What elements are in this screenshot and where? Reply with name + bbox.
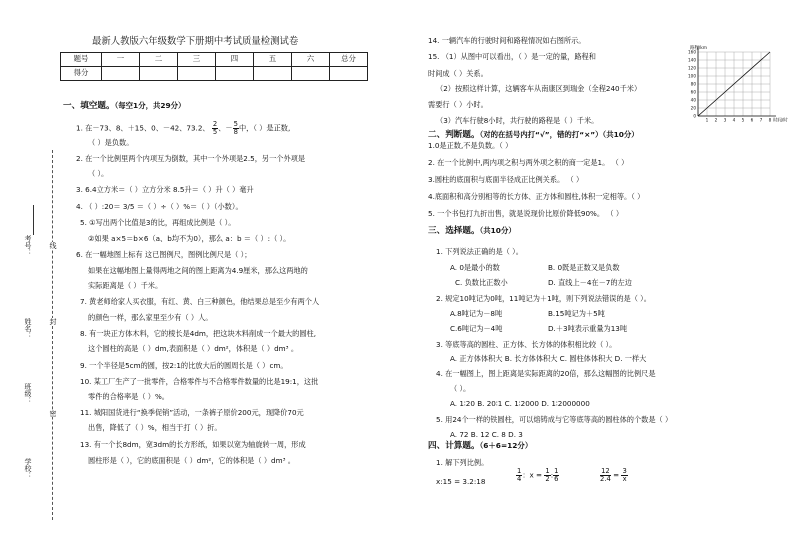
chart-x-tick-label: 2 bbox=[714, 117, 718, 123]
section-4-subtitle: （6＋6=12分） bbox=[479, 441, 533, 450]
choice-1-option-b[interactable]: B. 0既是正数又是负数 bbox=[548, 263, 620, 272]
fraction-denominator: 6 bbox=[554, 474, 559, 483]
question-15-line-3: （2）按照这样计算，这辆客车从南康区到瑞金（全程240千米） bbox=[436, 84, 642, 93]
choice-1-option-a[interactable]: A. 0是最小的数 bbox=[450, 263, 500, 272]
question-13-line-2: 圆柱形是（ ），它的底面积是（ ）dm²，它的体积是（ ）dm³ 。 bbox=[88, 456, 295, 465]
xuexiao-label: 学校： bbox=[24, 458, 33, 479]
choice-5-options[interactable]: A. 72 B. 12 C. 8 D. 3 bbox=[450, 430, 523, 439]
judge-1: 1.0是正数,不是负数。（ ） bbox=[428, 141, 513, 150]
score-cell: 一 bbox=[102, 53, 140, 67]
score-input-cell[interactable] bbox=[292, 67, 330, 81]
fraction-numerator: 1 bbox=[545, 467, 550, 475]
question-15-line-5: （3）汽车行驶8小时，共行驶的路程是（ ）千米。 bbox=[436, 116, 599, 125]
chart-x-tick-label: 5 bbox=[741, 117, 745, 123]
question-6-line-3: 实际距离是（ ）千米。 bbox=[88, 281, 163, 290]
kaohao-label: 考号： bbox=[24, 235, 33, 256]
banji-label: 班级： bbox=[24, 383, 33, 404]
question-6-line-1: 6. 在一幅地图上标有 这已图例尺，图例比例尺是（ ）； bbox=[76, 250, 252, 259]
section-1-heading bbox=[63, 102, 185, 112]
chart-x-tick-label: 8 bbox=[768, 117, 772, 123]
question-13-line-1: 13. 有一个长8dm，宽3dm的长方形纸，如果以宽为轴旋转一周，形成 bbox=[80, 440, 306, 449]
equation-text: = bbox=[613, 470, 620, 480]
question-1-line-2: （ ）是负数。 bbox=[88, 138, 134, 147]
equation-3 bbox=[600, 468, 628, 483]
question-11-line-2: 出售，降低了（ ）%，相当于打（ ）折。 bbox=[88, 423, 222, 432]
score-input-cell[interactable] bbox=[102, 67, 140, 81]
fraction bbox=[544, 468, 550, 483]
chart-y-tick-label: 40 bbox=[690, 97, 696, 103]
choice-2-option-b[interactable]: B.15吨记为＋5吨 bbox=[548, 309, 605, 318]
question-8-line-1: 8. 有一块正方体木料，它的棱长是4dm，把这块木料削成一个最大的圆柱, bbox=[80, 329, 317, 338]
fraction bbox=[621, 468, 627, 483]
chart-x-tick-label: 7 bbox=[759, 117, 763, 123]
choice-5: 5. 用24个一样的铁圆柱，可以熔铸成与它等底等高的圆柱体的个数是（ ） bbox=[436, 415, 673, 424]
question-7-line-1: 7. 黄老师给家人买衣服，有红、黄、白三种颜色，他结果总是至少有两个人 bbox=[80, 297, 320, 306]
choice-2-option-c[interactable]: C.6吨记为－4吨 bbox=[450, 324, 503, 333]
section-2-subtitle: （对的在括号内打“√”，错的打“×”）（共10分） bbox=[479, 130, 639, 139]
score-input-cell[interactable] bbox=[216, 67, 254, 81]
section-3-subtitle: （共10分） bbox=[479, 226, 516, 235]
score-input-cell[interactable] bbox=[254, 67, 292, 81]
score-cell: 题号 bbox=[61, 53, 102, 67]
judge-3: 3.圆柱的底面积与底面半径成正比例关系。 （ ） bbox=[428, 175, 584, 184]
section-3-heading bbox=[428, 227, 516, 237]
binding-line bbox=[52, 150, 53, 520]
choice-2-option-d[interactable]: D.＋3吨表示重量为13吨 bbox=[548, 324, 628, 333]
chart-x-tick-label: 1 bbox=[705, 117, 709, 123]
seal-feng: 封 bbox=[49, 318, 58, 325]
chart-x-axis-label: 时间/时 bbox=[773, 118, 788, 124]
chart-y-axis-label: 路程/km bbox=[690, 46, 708, 51]
section-4-title: 四、计算题。 bbox=[428, 441, 480, 451]
score-input-cell[interactable] bbox=[330, 67, 368, 81]
choice-4-options[interactable]: A. 1∶20 B. 20∶1 C. 1∶2000 D. 1∶2000000 bbox=[450, 399, 590, 408]
chart-x-tick-label: 6 bbox=[750, 117, 754, 123]
question-15-line-2: 时间成（ ）关系。 bbox=[428, 69, 488, 78]
score-input-cell[interactable] bbox=[140, 67, 178, 81]
question-6-line-2: 如果在这幅地图上量得两地之间的图上距离为4.9厘米，那么这两地的 bbox=[88, 266, 308, 275]
fraction bbox=[600, 468, 611, 483]
score-input-cell[interactable] bbox=[178, 67, 216, 81]
fraction-numerator: 5 bbox=[233, 120, 238, 128]
chart-x-tick-label: 4 bbox=[732, 117, 736, 123]
choice-4-line-2: （ ）。 bbox=[450, 384, 471, 393]
calc-instruction: 1. 解下列比例。 bbox=[436, 458, 489, 467]
score-table-score-row bbox=[61, 67, 368, 81]
fraction bbox=[553, 468, 559, 483]
equation-text: ：x = bbox=[522, 470, 543, 480]
fraction-numerator: 3 bbox=[622, 467, 627, 475]
equation-1: x:15 = 3.2:18 bbox=[436, 477, 486, 486]
equation-2: $\frac{1}{4}$ ：x = $\frac{1}{2}$ : $\frac{1}{6}$ bbox=[517, 467, 559, 483]
xingming-label: 姓名： bbox=[24, 318, 33, 339]
judge-2: 2. 在一个比例中,两内项之积与两外项之积的商一定是1。 （ ） bbox=[428, 158, 629, 167]
score-cell: 总分 bbox=[330, 53, 368, 67]
section-1-title: 一、填空题。 bbox=[63, 101, 115, 111]
fraction-numerator: 2 bbox=[212, 120, 218, 128]
question-5-line-2: ②如果 a×5＝b×6（a、b均不为0），那么 a：b ＝（ ）:（ ）。 bbox=[88, 234, 291, 243]
q1-text: 1. 在－73、8、＋15、0、－42、73.2、 bbox=[76, 123, 210, 133]
question-9: 9. 一个半径是5cm的圆，按2:1的比放大后的圆周长是（ ）cm。 bbox=[80, 361, 288, 370]
choice-4-line-1: 4. 在一幅图上，图上距离是实际距离的20倍，那么这幅图的比例尺是 bbox=[436, 369, 656, 378]
seal-xian: 线 bbox=[49, 242, 58, 249]
score-cell: 三 bbox=[178, 53, 216, 67]
judge-4: 4.底面积和高分别相等的长方体、正方体和圆柱,体积一定相等。（ ） bbox=[428, 192, 645, 201]
question-14: 14. 一辆汽车的行驶时间和路程情况如右图所示。 bbox=[428, 36, 586, 45]
chart-y-tick-label: 160 bbox=[688, 49, 696, 55]
choice-3: 3. 等底等高的圆柱、正方体、长方体的体积相比较（ ）。 bbox=[436, 340, 617, 349]
distance-time-chart bbox=[680, 44, 790, 124]
section-2-title: 二、判断题。 bbox=[428, 130, 480, 140]
score-cell: 六 bbox=[292, 53, 330, 67]
question-1-line-1 bbox=[76, 121, 290, 136]
question-10-line-1: 10. 某工厂生产了一批零件，合格零件与不合格零件数量的比是19:1，这批 bbox=[80, 377, 319, 386]
question-7-line-2: 的颜色一样，那么家里至少有（ ）人。 bbox=[88, 313, 213, 322]
question-5-line-1: 5. ①写出两个比值是3的比，再组成比例是（ ）。 bbox=[80, 218, 236, 227]
q1-text: 中，（ ）是正数, bbox=[238, 123, 291, 133]
score-cell: 得分 bbox=[61, 67, 102, 81]
kaohao-blank[interactable] bbox=[33, 205, 34, 235]
chart-y-tick-label: 100 bbox=[688, 73, 696, 79]
section-1-subtitle: （每空1分，共29分） bbox=[114, 101, 186, 110]
fraction-denominator: 4 bbox=[517, 474, 522, 483]
judge-5: 5. 一个书包打九折出售，就是说现价比原价降低90%。 （ ） bbox=[428, 209, 624, 218]
chart-y-tick-label: 0 bbox=[693, 113, 696, 119]
question-4: 4. （ ）:20＝ 3/5 ＝（ ）÷（ ）%＝（ ）（小数）。 bbox=[76, 202, 243, 211]
exam-title: 最新人教版六年级数学下册期中考试质量检测试卷 bbox=[92, 36, 299, 47]
choice-1-option-c[interactable]: C. 负数比正数小 bbox=[455, 278, 508, 287]
score-cell: 二 bbox=[140, 53, 178, 67]
fraction-numerator: 12 bbox=[601, 467, 610, 475]
choice-1: 1. 下列说法正确的是（ ）。 bbox=[436, 247, 523, 256]
question-2-line-2: （ ）。 bbox=[88, 169, 109, 178]
choice-3-options[interactable]: A. 正方体体积大 B. 长方体体积大 C. 圆柱体体积大 D. 一样大 bbox=[450, 354, 647, 363]
choice-2: 2. 规定10吨记为0吨，11吨记为＋1吨，则下列说法错误的是（ ）。 bbox=[436, 294, 651, 303]
fraction-numerator: 1 bbox=[554, 467, 559, 475]
q1-text: 、－ bbox=[218, 123, 233, 133]
section-2-heading bbox=[428, 131, 639, 141]
question-15-line-1: 15. （1）从图中可以看出，（ ）是一定的量，路程和 bbox=[428, 52, 596, 61]
section-4-heading bbox=[428, 442, 532, 452]
chart-y-tick-label: 60 bbox=[690, 89, 696, 95]
chart-y-tick-label: 140 bbox=[688, 57, 696, 63]
fraction-numerator: 1 bbox=[517, 467, 522, 475]
fraction-denominator: 5 bbox=[212, 127, 218, 136]
choice-2-option-a[interactable]: A.8吨记为－8吨 bbox=[450, 309, 503, 318]
score-cell: 四 bbox=[216, 53, 254, 67]
chart-x-tick-label: 3 bbox=[723, 117, 727, 123]
chart-y-tick-label: 20 bbox=[690, 105, 696, 111]
question-3: 3. 6.4立方米＝（ ）立方分米 8.5升＝（ ）升（ ）毫升 bbox=[76, 185, 254, 194]
fraction-denominator: 2 bbox=[545, 474, 550, 483]
fraction-denominator: x bbox=[622, 474, 627, 483]
score-table-header-row bbox=[61, 53, 368, 67]
choice-1-option-d[interactable]: D. 直线上－4在－7的左边 bbox=[548, 278, 632, 287]
question-8-line-2: 这个圆柱的高是（ ）dm,表面积是（ ）dm²，体积是（ ）dm³ 。 bbox=[88, 344, 299, 353]
question-11-line-1: 11. 城阳国货进行“换季促销”活动，一条裤子原价200元，现降价70元 bbox=[80, 408, 304, 417]
score-table bbox=[60, 52, 368, 81]
question-2-line-1: 2. 在一个比例里两个内项互为倒数，其中一个外项是2.5，另一个外项是 bbox=[76, 154, 306, 163]
fraction-denominator: 2.4 bbox=[600, 474, 611, 483]
fraction-denominator: 8 bbox=[233, 127, 238, 136]
question-10-line-2: 零件的合格率是（ ）%。 bbox=[88, 392, 169, 401]
score-cell: 五 bbox=[254, 53, 292, 67]
question-15-line-4: 需要行（ ）小时。 bbox=[428, 100, 488, 109]
chart-y-tick-label: 80 bbox=[690, 81, 696, 87]
section-3-title: 三、选择题。 bbox=[428, 226, 480, 236]
chart-y-tick-label: 120 bbox=[688, 65, 696, 71]
seal-mi: 密 bbox=[49, 410, 58, 417]
